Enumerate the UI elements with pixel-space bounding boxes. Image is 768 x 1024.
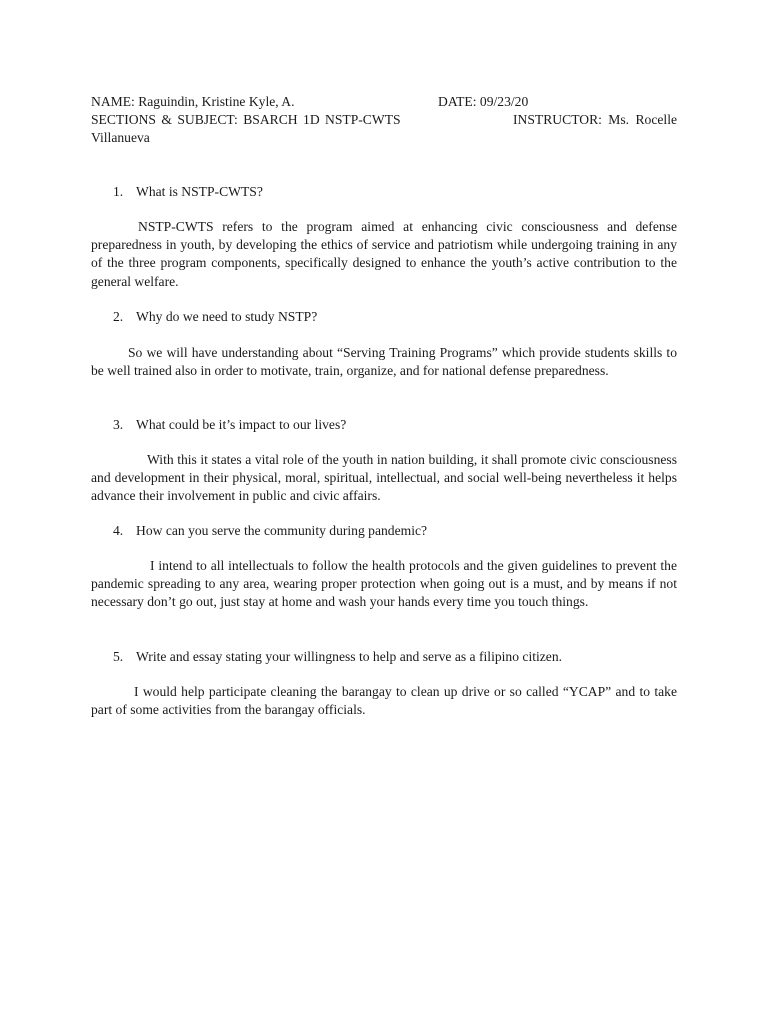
submission-date: DATE: 09/23/20: [438, 94, 529, 109]
question-text: Why do we need to study NSTP?: [136, 309, 318, 324]
question-number: 4.: [113, 523, 124, 538]
question-text: What is NSTP-CWTS?: [136, 184, 263, 199]
answer-1: NSTP-CWTS refers to the program aimed at enhancing civic consciousness and defense preparedness in youth, by developing the ethics of service and patriotism while undergoing training in any of the three program components, specifically designed to enhance the youth’s active contribution to the general welfare.: [91, 219, 677, 289]
question-number: 1.: [113, 184, 124, 199]
instructor-continued: Villanueva: [91, 130, 150, 145]
question-number: 5.: [113, 649, 124, 664]
header-name-date-line: [91, 93, 677, 111]
answer-2: So we will have understanding about “Serving Training Programs” which provide students skills to be well trained also in order to motivate, train, organize, and for national defense preparedness.: [91, 345, 677, 379]
question-number: 2.: [113, 309, 124, 324]
header-section-instructor-line: [91, 111, 677, 129]
section-subject: SECTIONS & SUBJECT: BSARCH 1D NSTP-CWTS: [91, 112, 401, 127]
instructor: INSTRUCTOR: Ms. Rocelle: [513, 112, 677, 127]
question-text: What could be it’s impact to our lives?: [136, 417, 347, 432]
student-name: NAME: Raguindin, Kristine Kyle, A.: [91, 94, 295, 109]
answer-3: With this it states a vital role of the youth in nation building, it shall promote civic consciousness and development in their physical, moral, spiritual, intellectual, and social well-being nevertheless it helps advance their involvement in public and civic affairs.: [91, 452, 677, 504]
question-number: 3.: [113, 417, 124, 432]
question-text: How can you serve the community during pandemic?: [136, 523, 428, 538]
answer-5: I would help participate cleaning the barangay to clean up drive or so called “YCAP” and to take part of some activities from the barangay officials.: [91, 684, 677, 718]
question-text: Write and essay stating your willingness to help and serve as a filipino citizen.: [136, 649, 563, 664]
answer-4: I intend to all intellectuals to follow the health protocols and the given guidelines to prevent the pandemic spreading to any area, wearing proper protection when going out is a must, and by means if not necessary don’t go out, just stay at home and wash your hands every time you touch things.: [91, 558, 677, 610]
